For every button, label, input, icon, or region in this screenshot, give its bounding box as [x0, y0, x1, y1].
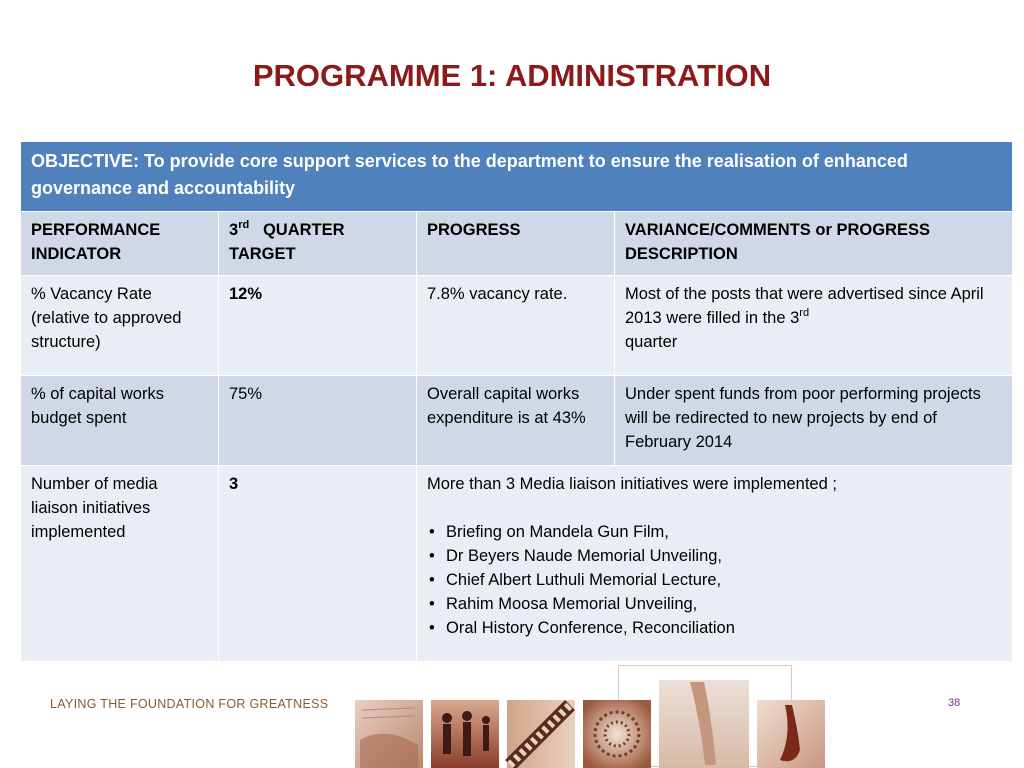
row-variance: Under spent funds from poor performing projects will be redirected to new projects by end of February 2014 [615, 376, 1013, 466]
list-item: • Oral History Conference, Reconciliation [427, 616, 1002, 640]
list-item: • Chief Albert Luthuli Memorial Lecture, [427, 568, 1002, 592]
header-target-label: QUARTER TARGET [229, 221, 345, 263]
table-row [21, 276, 1013, 376]
row-variance-tail: quarter [625, 333, 678, 351]
page-number: 38 [948, 697, 961, 709]
header-variance: VARIANCE/COMMENTS or PROGRESS DESCRIPTION [615, 212, 1013, 276]
row-indicator: % Vacancy Rate (relative to approved structure) [21, 276, 219, 376]
table-row [21, 376, 1013, 466]
slide-title: PROGRAMME 1: ADMINISTRATION [252, 58, 772, 93]
row-variance-superscript: rd [799, 307, 810, 319]
list-item: • Briefing on Mandela Gun Film, [427, 520, 1002, 544]
header-target-number: 3 [229, 221, 239, 239]
header-progress: PROGRESS [417, 212, 615, 276]
header-quarter-target [219, 212, 417, 276]
row-target: 3 [219, 466, 417, 662]
photo-frame [618, 665, 792, 767]
row-progress: Overall capital works expenditure is at 43% [417, 376, 615, 466]
list-item: • Rahim Moosa Memorial Unveiling, [427, 592, 1002, 616]
performance-table [20, 141, 1013, 662]
photo-film [507, 700, 575, 768]
row-indicator: % of capital works budget spent [21, 376, 219, 466]
photo-documents [355, 700, 423, 768]
header-target-superscript: rd [238, 219, 250, 231]
header-performance-indicator: PERFORMANCE INDICATOR [21, 212, 219, 276]
header-row [21, 212, 1013, 276]
objective-row [21, 142, 1013, 212]
row-indicator: Number of media liaison initiatives implemented [21, 466, 219, 662]
list-item: • Dr Beyers Naude Memorial Unveiling, [427, 544, 1002, 568]
footer-tagline: LAYING THE FOUNDATION FOR GREATNESS [50, 697, 329, 711]
row-variance [615, 276, 1013, 376]
row-progress: 7.8% vacancy rate. [417, 276, 615, 376]
row-target: 12% [219, 276, 417, 376]
row-target: 75% [219, 376, 417, 466]
row-progress [417, 466, 1013, 662]
objective-text: OBJECTIVE: To provide core support services to the department to ensure the realisation of enhanced governance and accountability [21, 142, 1013, 212]
table-row [21, 466, 1013, 662]
initiatives-intro: More than 3 Media liaison initiatives were implemented ; [427, 475, 837, 493]
initiatives-list [427, 520, 1002, 640]
row-variance-text: Most of the posts that were advertised since April 2013 were filled in the 3 [625, 285, 984, 327]
photo-people [431, 700, 499, 768]
